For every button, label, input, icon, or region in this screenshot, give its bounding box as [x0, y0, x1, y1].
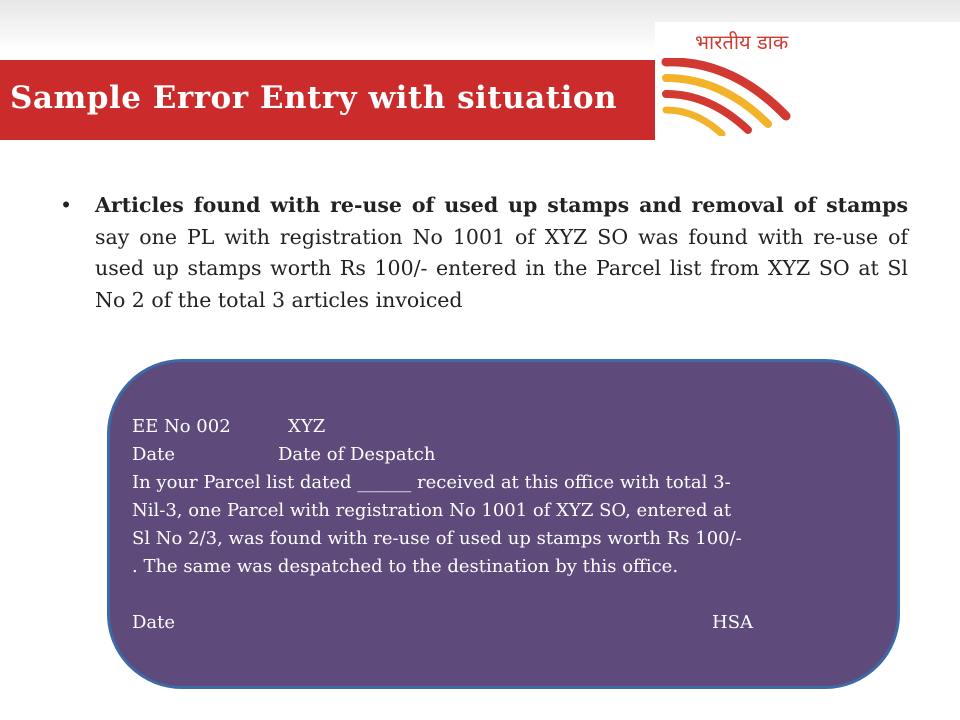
- entry-footer-line: [132, 609, 872, 637]
- entry-office: XYZ: [288, 416, 326, 437]
- entry-blank-line: [132, 581, 872, 609]
- entry-header-line: [132, 413, 872, 441]
- entry-body-line: Nil-3, one Parcel with registration No 1001 of XYZ SO, entered at: [132, 500, 732, 521]
- india-post-logo-icon: [660, 58, 800, 136]
- bullet-item: [60, 190, 908, 316]
- entry-body-line: In your Parcel list dated ______ received at this office with total 3-: [132, 472, 731, 493]
- entry-footer-date: Date: [132, 612, 176, 633]
- slide-title: Sample Error Entry with situation: [10, 80, 618, 116]
- bullet-body-text: say one PL with registration No 1001 of XYZ SO was found with re-use of used up stamps worth Rs 100/- entered in the Parcel list from XYZ SO at Sl No 2 of the total 3 articles invoiced: [95, 224, 908, 312]
- entry-number: EE No 002: [132, 416, 231, 437]
- india-post-logo-text: भारतीय डाक: [695, 30, 789, 54]
- bullet-bold-text: Articles found with re-use of used up stamps and removal of stamps: [95, 193, 908, 217]
- entry-date-label: Date: [132, 444, 176, 465]
- entry-body-line: . The same was despatched to the destination by this office.: [132, 556, 679, 577]
- entry-date-value: Date of Despatch: [278, 444, 436, 465]
- entry-footer-signatory: HSA: [712, 612, 754, 633]
- error-entry-text: [132, 413, 872, 637]
- bullet-marker: •: [60, 193, 73, 217]
- bullet-list: [60, 190, 908, 316]
- entry-body-line: Sl No 2/3, was found with re-use of used up stamps worth Rs 100/-: [132, 528, 742, 549]
- entry-date-line: [132, 441, 872, 469]
